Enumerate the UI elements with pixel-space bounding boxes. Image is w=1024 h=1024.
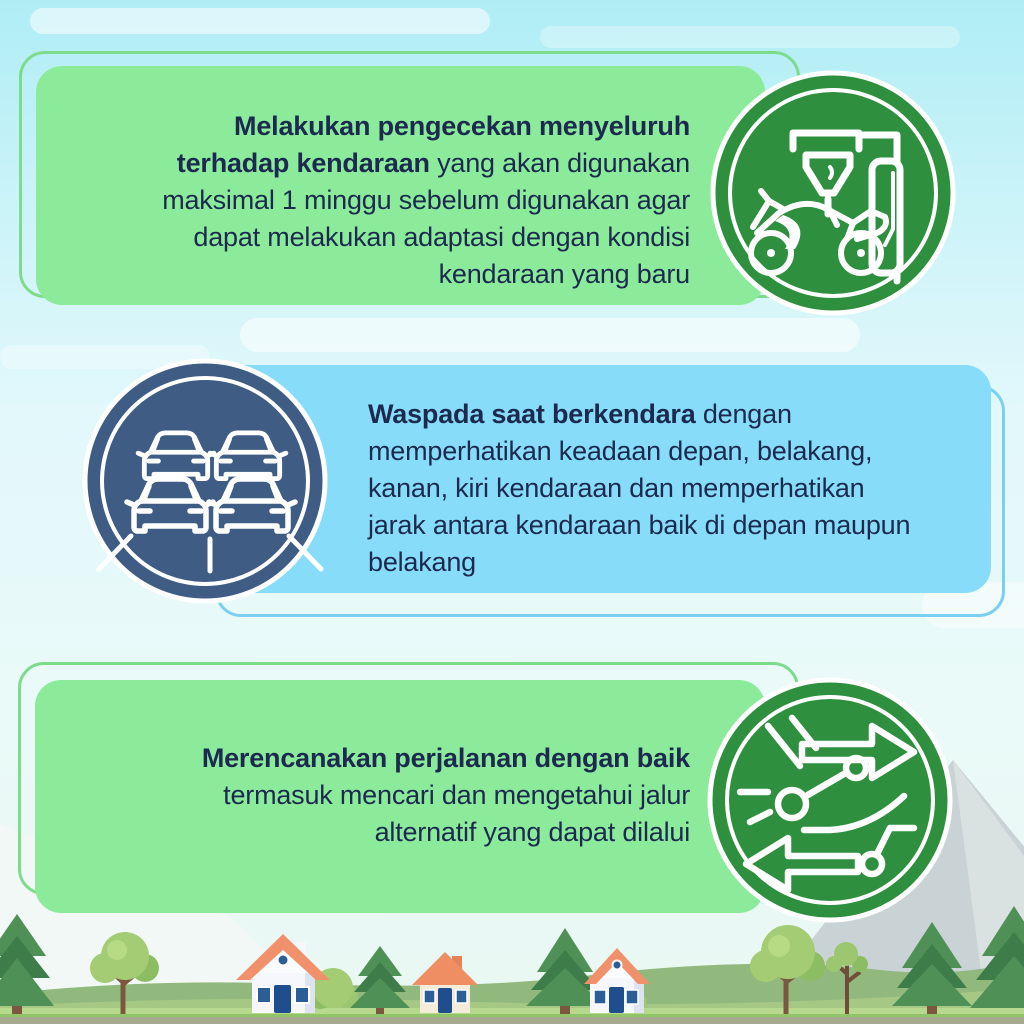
card-description: termasuk mencari dan mengetahui jalur alternatif yang dapat dilalui bbox=[223, 780, 690, 847]
road-strip bbox=[0, 1017, 1024, 1024]
pine-tree bbox=[350, 946, 410, 1016]
grass-line bbox=[0, 1014, 1024, 1017]
card-text bbox=[160, 740, 690, 851]
house bbox=[412, 952, 478, 1013]
motorcycle-inspection-icon bbox=[709, 69, 957, 317]
card-title: Waspada saat berkendara bbox=[368, 399, 696, 429]
cloud bbox=[540, 26, 960, 48]
cloud bbox=[240, 318, 860, 352]
card-title: Merencanakan perjalanan dengan baik bbox=[201, 743, 690, 773]
traffic-cars-icon bbox=[81, 357, 329, 605]
card-description: yang akan digunakan maksimal 1 minggu sebelum digunakan agar dapat melakukan adaptasi dengan kondisi kendaraan yang baru bbox=[162, 148, 690, 289]
card-title: Melakukan pengecekan menyeluruh terhadap kendaraan bbox=[176, 111, 690, 178]
route-alternatives-icon bbox=[706, 676, 954, 924]
cloud bbox=[30, 8, 490, 34]
card-text bbox=[130, 108, 690, 293]
card-description: dengan memperhatikan keadaan depan, belakang, kanan, kiri kendaraan dan memperhatikan jarak antara kendaraan baik di depan maupun belakang bbox=[368, 399, 911, 577]
house bbox=[584, 948, 650, 1013]
card-text bbox=[368, 396, 928, 581]
